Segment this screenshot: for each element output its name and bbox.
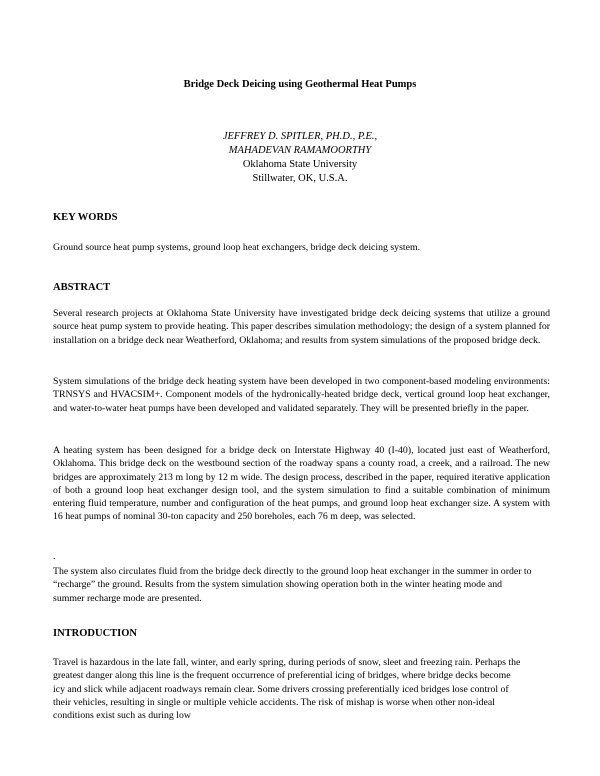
keywords-text: Ground source heat pump systems, ground loop heat exchangers, bridge deck deicing system. [53,242,421,253]
author-affiliation: Oklahoma State University [242,159,358,170]
author-line-2: MAHADEVAN RAMAMOORTHY [228,145,372,156]
stray-period: . [53,551,56,562]
introduction-paragraph-1: Travel is hazardous in the late fall, winter, and early spring, during periods of snow, sleet and freezing rain. Perhaps the greatest danger along this line is the frequent occurrence of preferential icing of bridges, where bridge decks become icy and slick while adjacent roadways remain clear. Some drivers crossing preferentially iced bridges lose control of their vehicles, resulting in single or multiple vehicle accidents. The risk of mishap is worse when other non-ideal conditions exist such as during low [53,657,521,722]
author-block [0,130,600,186]
abstract-paragraph-4: The system also circulates fluid from the bridge deck directly to the ground loop heat exchanger in the summer in order to “recharge” the ground. Results from the system simulation showing operation both in the winter heating mode and summer recharge mode are presented. [53,566,532,604]
abstract-paragraph-1: Several research projects at Oklahoma State University have investigated bridge deck deicing systems that utilize a ground source heat pump system to provide heating. This paper describes simulation methodology; the design of a system planned for installation on a bridge deck near Weatherford, Oklahoma; and results from system simulations of the proposed bridge deck. [53,308,550,346]
abstract-paragraph-3: A heating system has been designed for a bridge deck on Interstate Highway 40 (I-40), located just east of Weatherford, Oklahoma. This bridge deck on the westbound section of the roadway spans a county road, a creek, and a railroad. The new bridges are approximately 213 m long by 12 m wide. The design process, described in the paper, required iterative application of both a ground loop heat exchanger design tool, and the system simulation to find a suitable combination of minimum entering fluid temperature, number and configuration of the heat pumps, and ground loop heat exchanger size. A system with 16 heat pumps of nominal 30-ton capacity and 250 boreholes, each 76 m deep, was selected. [53,445,550,523]
author-location: Stillwater, OK, U.S.A. [252,173,348,184]
author-line-1: JEFFREY D. SPITLER, PH.D., P.E., [222,131,378,142]
abstract-paragraph-2: System simulations of the bridge deck heating system have been developed in two component-based modeling environments: TRNSYS and HVACSIM+. Component models of the hydronically-heated bridge deck, vertical ground loop heat exchanger, and water-to-water heat pumps have been developed and validated separately. They will be presented briefly in the paper. [53,376,550,414]
paper-title: Bridge Deck Deicing using Geothermal Heat Pumps [183,79,417,90]
abstract-heading: ABSTRACT [53,282,111,293]
introduction-heading: INTRODUCTION [53,628,138,639]
keywords-heading: KEY WORDS [53,212,118,223]
